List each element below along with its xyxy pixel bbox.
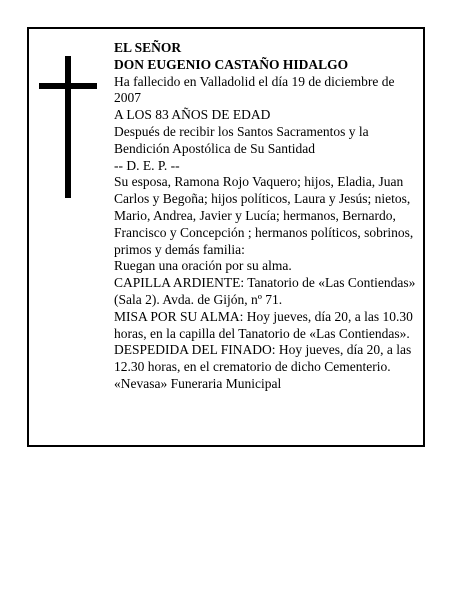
sacraments-line: Después de recibir los Santos Sacramentos y la Bendición Apostólica de Su Santidad [114,123,369,156]
cross-icon-bar [39,83,97,89]
chapel-info: CAPILLA ARDIENTE: Tanatorio de «Las Contiendas» (Sala 2). Avda. de Gijón, nº 71. [114,275,416,307]
family-list: Su esposa, Ramona Rojo Vaquero; hijos, Eladia, Juan Carlos y Begoña; hijos políticos, Laura y Jesús; nietos, Mario, Andrea, Javier y Lucía; hermanos, Bernardo, Francisco y Concepción ; hermanos políticos, sobrinos, primos y demás familia: [114,174,414,257]
title-line: EL SEÑOR [114,40,182,55]
rip-line: -- D. E. P. -- [114,157,180,173]
obituary-notice [27,27,425,447]
death-notice: Ha fallecido en Valladolid el día 19 de diciembre de 2007 [114,73,395,106]
cross-icon [65,56,71,198]
obituary-text [114,40,422,393]
prayer-request: Ruegan una oración por su alma. [114,258,292,274]
deceased-name: DON EUGENIO CASTAÑO HIDALGO [114,56,349,72]
farewell-info: DESPEDIDA DEL FINADO: Hoy jueves, día 20, a las 12.30 horas, en el crematorio de dicho Cementerio. [114,342,412,375]
mass-info: MISA POR SU ALMA: Hoy jueves, día 20, a las 10.30 horas, en la capilla del Tanatorio de «Las Contiendas». [114,308,413,341]
funeral-home: «Nevasa» Funeraria Municipal [114,375,282,391]
age-line: A LOS 83 AÑOS DE EDAD [114,107,271,123]
